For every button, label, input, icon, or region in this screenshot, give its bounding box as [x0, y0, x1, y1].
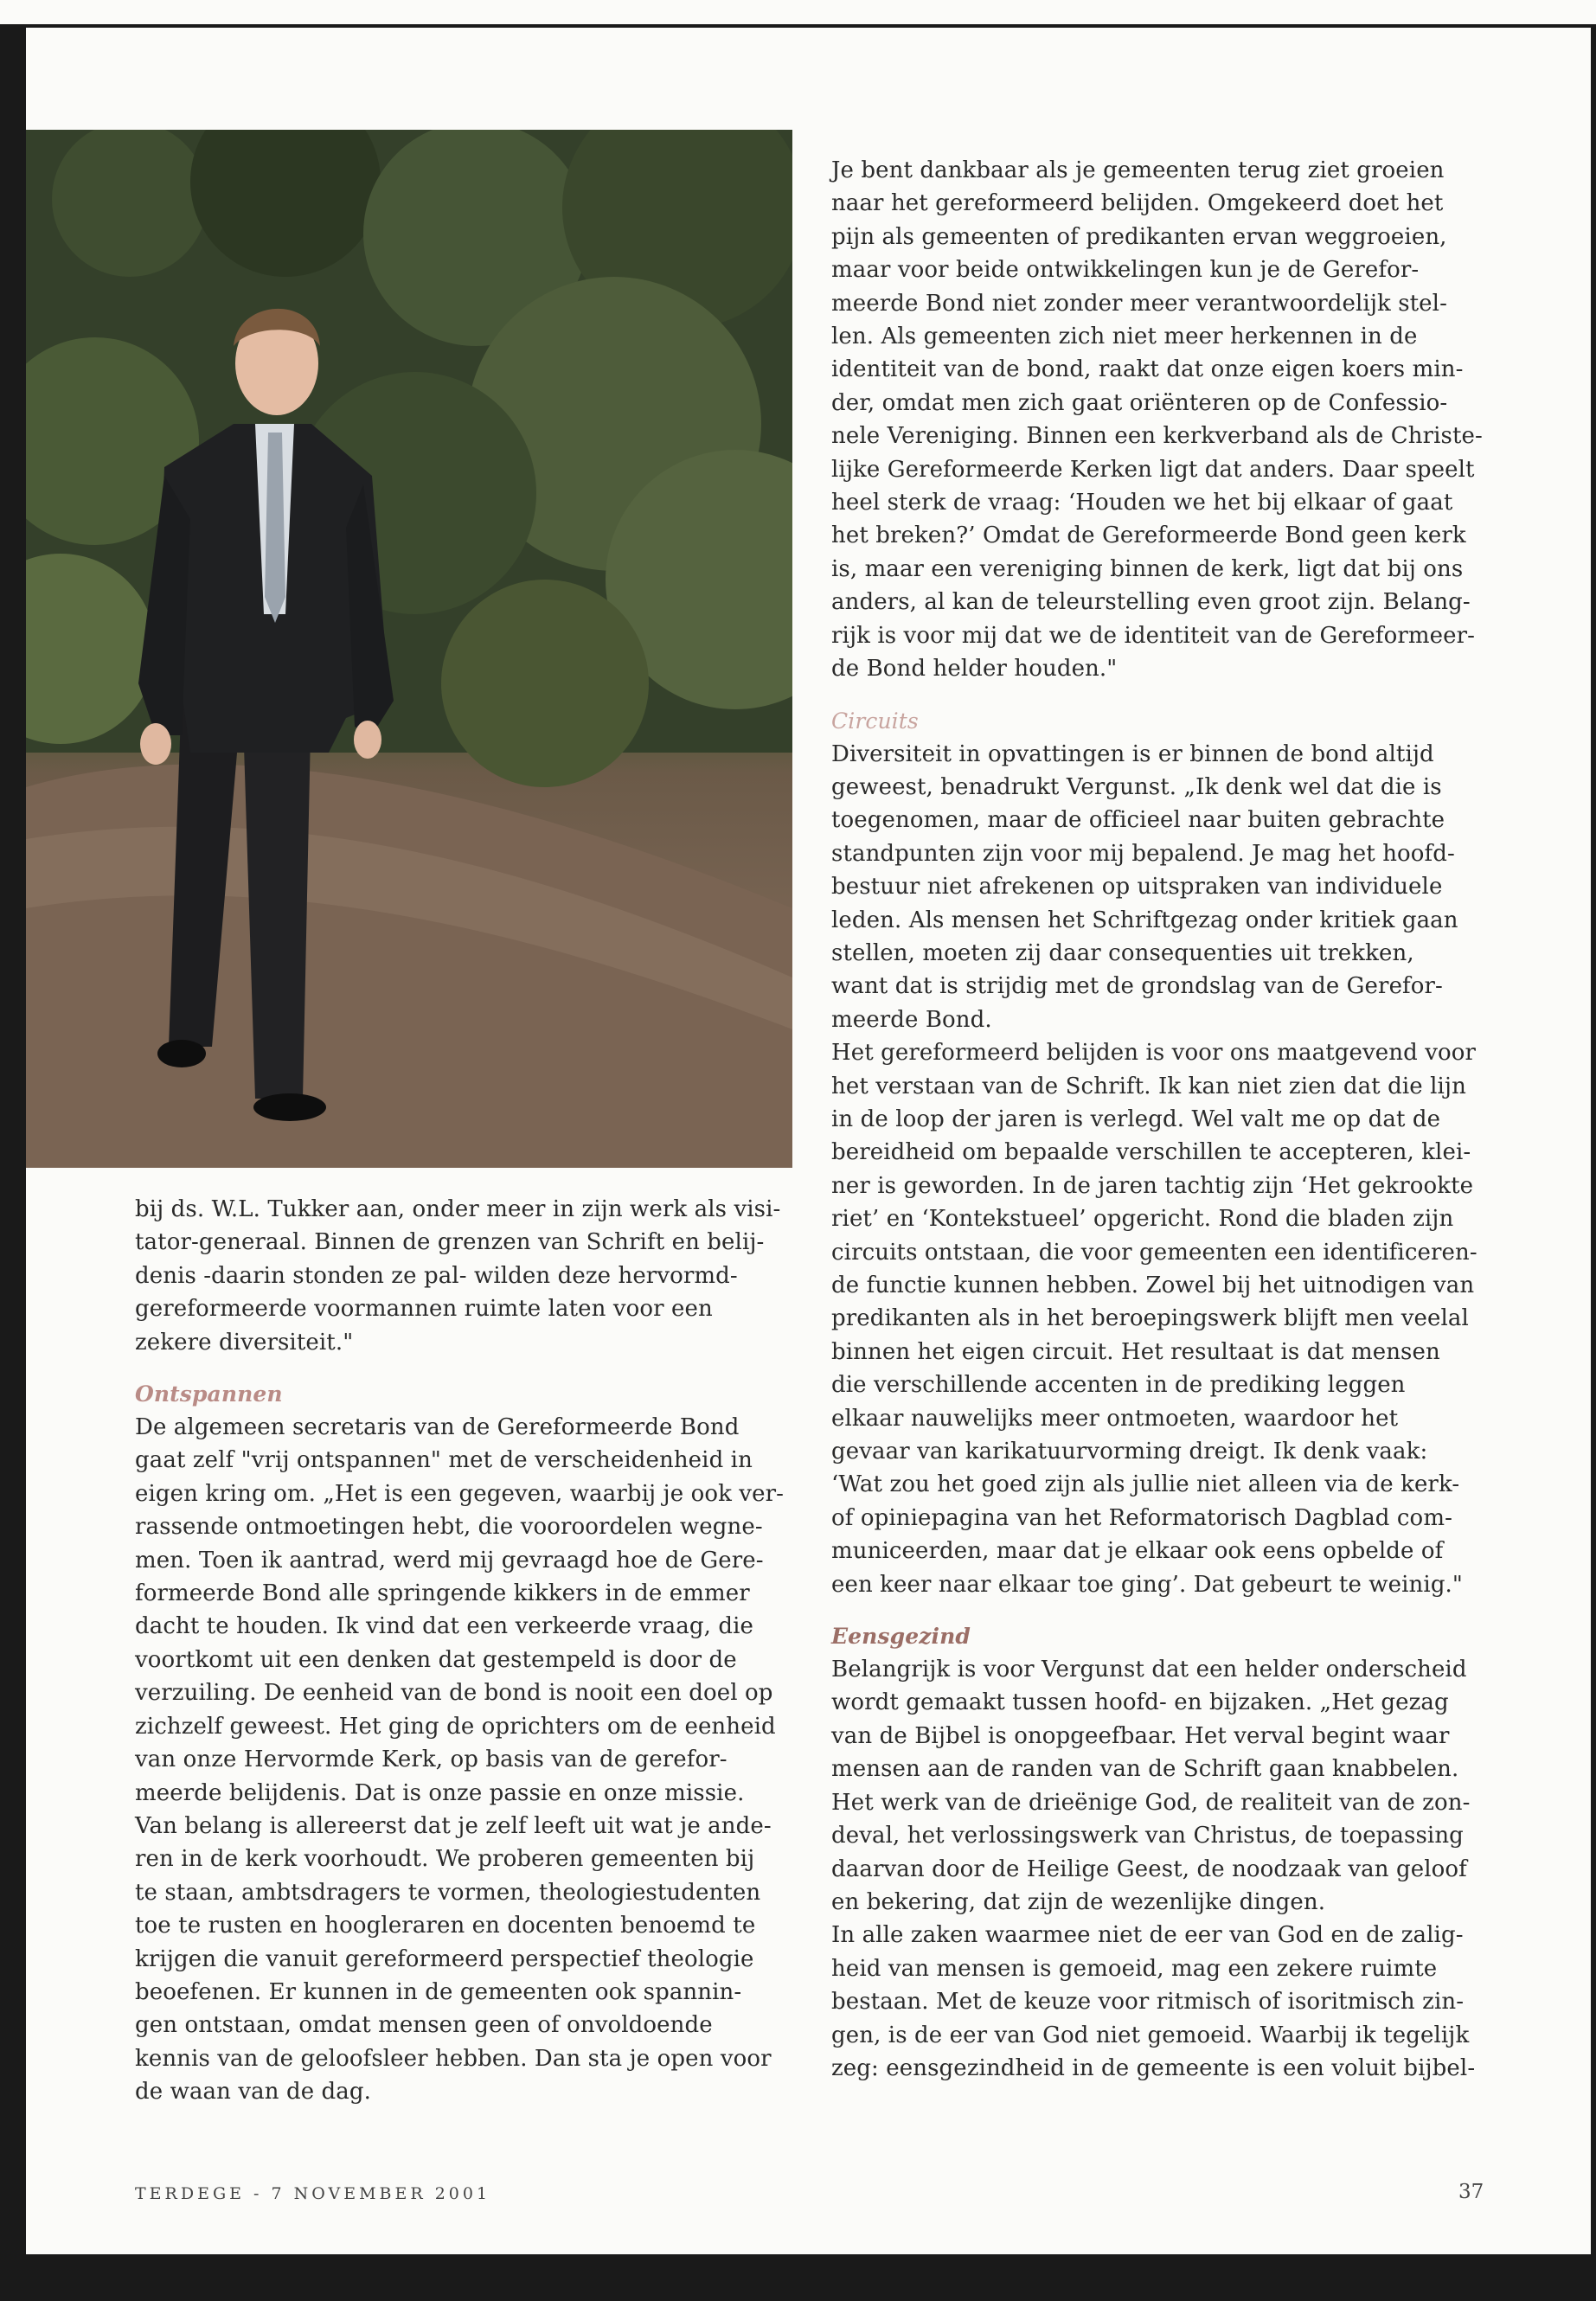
section-heading-circuits: Circuits	[831, 708, 919, 734]
text-line: want dat is strijdig met de grondslag van de Gerefor-	[831, 973, 1443, 1000]
text-line: zichzelf geweest. Het ging de oprichters om de eenheid	[135, 1713, 776, 1740]
text-line: rassende ontmoetingen hebt, die vooroordelen wegne-	[135, 1514, 763, 1541]
text-line: te staan, ambtsdragers te vormen, theologiestudenten	[135, 1879, 761, 1906]
text-line: ‘Wat zou het goed zijn als jullie niet alleen via de kerk-	[831, 1471, 1460, 1498]
text-line: elkaar nauwelijks meer ontmoeten, waardoor het	[831, 1405, 1399, 1432]
text-line: de waan van de dag.	[135, 2079, 372, 2106]
text-line: zeg: eensgezindheid in de gemeente is een voluit bijbel-	[831, 2054, 1476, 2081]
text-line: gen, is de eer van God niet gemoeid. Waarbij ik tegelijk	[831, 2022, 1470, 2048]
text-line: van de Bijbel is onopgeefbaar. Het verval begint waar	[831, 1722, 1450, 1749]
portrait-photo	[26, 130, 792, 1168]
ontspannen-paragraph	[135, 1411, 818, 2109]
eensgezind-paragraph-1	[831, 1653, 1523, 1919]
section-heading-eensgezind: Eensgezind	[831, 1624, 971, 1650]
text-line: men. Toen ik aantrad, werd mij gevraagd hoe de Gere-	[135, 1547, 764, 1574]
text-line: heel sterk de vraag: ‘Houden we het bij elkaar of gaat	[831, 490, 1453, 516]
text-line: leden. Als mensen het Schriftgezag onder kritiek gaan	[831, 907, 1458, 933]
circuits-paragraph-1	[831, 738, 1523, 1037]
text-line: maar voor beide ontwikkelingen kun je de Gerefor-	[831, 257, 1420, 284]
text-line: toe te rusten en hoogleraren en docenten benoemd te	[135, 1913, 756, 1939]
left-column	[135, 1193, 818, 2109]
text-line: of opiniepagina van het Reformatorisch Dagblad com-	[831, 1504, 1452, 1531]
text-line: meerde Bond.	[831, 1006, 992, 1033]
text-line: zekere diversiteit."	[135, 1329, 354, 1356]
text-line: binnen het eigen circuit. Het resultaat is dat mensen	[831, 1338, 1440, 1365]
text-line: gaat zelf "vrij ontspannen" met de verscheidenheid in	[135, 1447, 753, 1474]
text-line: bestaan. Met de keuze voor ritmisch of isoritmisch zin-	[831, 1989, 1465, 2016]
text-line: is, maar een vereniging binnen de kerk, ligt dat bij ons	[831, 555, 1464, 582]
text-line: krijgen die vanuit gereformeerd perspectief theologie	[135, 1945, 754, 1972]
text-line: de functie kunnen hebben. Zowel bij het uitnodigen van	[831, 1272, 1475, 1298]
text-line: bij ds. W.L. Tukker aan, onder meer in zijn werk als visi-	[135, 1196, 781, 1222]
text-line: pijn als gemeenten of predikanten ervan weggroeien,	[831, 223, 1447, 250]
text-line: stellen, moeten zij daar consequenties uit trekken,	[831, 939, 1414, 966]
text-line: Diversiteit in opvattingen is er binnen de bond altijd	[831, 740, 1434, 767]
text-line: len. Als gemeenten zich niet meer herkennen in de	[831, 324, 1418, 350]
text-line: een keer naar elkaar toe ging’. Dat gebeurt te weinig."	[831, 1571, 1463, 1598]
text-line: identiteit van de bond, raakt dat onze eigen koers min-	[831, 356, 1464, 383]
text-line: gevaar van karikatuurvorming dreigt. Ik denk vaak:	[831, 1439, 1428, 1465]
text-line: lijke Gereformeerde Kerken ligt dat anders. Daar speelt	[831, 456, 1475, 483]
magazine-page	[26, 28, 1591, 2254]
text-line: kennis van de geloofsleer hebben. Dan sta je open voor	[135, 2045, 772, 2072]
text-line: meerde Bond niet zonder meer verantwoordelijk stel-	[831, 290, 1447, 317]
text-line: gen ontstaan, omdat mensen geen of onvoldoende	[135, 2012, 713, 2039]
text-line: circuits ontstaan, die voor gemeenten een identificeren-	[831, 1239, 1477, 1266]
text-line: standpunten zijn voor mij bepalend. Je mag het hoofd-	[831, 840, 1455, 867]
text-line: gereformeerde voormannen ruimte laten voor een	[135, 1296, 713, 1323]
text-line: municeerden, maar dat je elkaar ook eens opbelde of	[831, 1538, 1444, 1565]
text-line: bereidheid om bepaalde verschillen te accepteren, klei-	[831, 1139, 1471, 1166]
text-line: Van belang is allereerst dat je zelf leeft uit wat je ande-	[135, 1812, 772, 1839]
text-line: die verschillende accenten in de prediking leggen	[831, 1372, 1406, 1399]
text-line: riet’ en ‘Kontekstueel’ opgericht. Rond die bladen zijn	[831, 1206, 1454, 1233]
text-line: en bekering, dat zijn de wezenlijke dingen.	[831, 1888, 1326, 1915]
text-line: der, omdat men zich gaat oriënteren op de Confessio-	[831, 389, 1448, 416]
text-line: predikanten als in het beroepingswerk blijft men veelal	[831, 1305, 1469, 1332]
text-line: mensen aan de randen van de Schrift gaan knabbelen.	[831, 1756, 1459, 1783]
text-line: Het gereformeerd belijden is voor ons maatgevend voor	[831, 1040, 1477, 1067]
text-line: beoefenen. Er kunnen in de gemeenten ook spannin-	[135, 1978, 742, 2005]
text-line: ren in de kerk voorhoudt. We proberen gemeenten bij	[135, 1846, 755, 1873]
text-line: Je bent dankbaar als je gemeenten terug ziet groeien	[831, 157, 1445, 183]
circuits-paragraph-2	[831, 1036, 1523, 1601]
text-line: dacht te houden. Ik vind dat een verkeerde vraag, die	[135, 1613, 753, 1640]
text-line: wordt gemaakt tussen hoofd- en bijzaken. „Het gezag	[831, 1689, 1449, 1716]
text-line: voortkomt uit een denken dat gestempeld is door de	[135, 1646, 737, 1673]
text-line: anders, al kan de teleurstelling even groot zijn. Belang-	[831, 589, 1471, 616]
text-line: tator-generaal. Binnen de grenzen van Schrift en belij-	[135, 1229, 765, 1256]
text-line: Het werk van de drieënige God, de realiteit van de zon-	[831, 1789, 1471, 1816]
scan-border-right	[1591, 24, 1596, 2273]
text-line: In alle zaken waarmee niet de eer van God en de zalig-	[831, 1922, 1464, 1949]
scan-border-bottom	[0, 2254, 1596, 2301]
footer-publication: TERDEGE - 7 NOVEMBER 2001	[135, 2184, 491, 2203]
text-line: Belangrijk is voor Vergunst dat een helder onderscheid	[831, 1657, 1467, 1683]
right-column	[831, 154, 1523, 2085]
section-heading-ontspannen: Ontspannen	[135, 1381, 283, 1407]
text-line: naar het gereformeerd belijden. Omgekeerd doet het	[831, 190, 1444, 217]
right-intro-paragraph	[831, 154, 1523, 686]
photo-illustration	[26, 130, 792, 1168]
left-intro-paragraph	[135, 1193, 818, 1359]
text-line: bestuur niet afrekenen op uitspraken van individuele	[831, 874, 1443, 901]
text-line: geweest, benadrukt Vergunst. „Ik denk wel dat die is	[831, 773, 1442, 800]
text-line: deval, het verlossingswerk van Christus, de toepassing	[831, 1823, 1464, 1849]
text-line: het verstaan van de Schrift. Ik kan niet zien dat die lijn	[831, 1073, 1466, 1099]
text-line: nele Vereniging. Binnen een kerkverband als de Christe-	[831, 423, 1483, 450]
text-line: formeerde Bond alle springende kikkers in de emmer	[135, 1580, 750, 1607]
text-line: meerde belijdenis. Dat is onze passie en onze missie.	[135, 1779, 745, 1806]
text-line: het breken?’ Omdat de Gereformeerde Bond geen kerk	[831, 522, 1466, 549]
text-line: De algemeen secretaris van de Gereformeerde Bond	[135, 1414, 740, 1441]
text-line: rijk is voor mij dat we de identiteit van de Gereformeer-	[831, 622, 1476, 649]
text-line: de Bond helder houden."	[831, 656, 1118, 683]
text-line: heid van mensen is gemoeid, mag een zekere ruimte	[831, 1955, 1438, 1982]
text-line: daarvan door de Heilige Geest, de noodzaak van geloof	[831, 1856, 1467, 1882]
text-line: verzuiling. De eenheid van de bond is nooit een doel op	[135, 1680, 773, 1707]
text-line: in de loop der jaren is verlegd. Wel valt me op dat de	[831, 1106, 1441, 1132]
eensgezind-paragraph-2	[831, 1919, 1523, 2085]
text-line: ner is geworden. In de jaren tachtig zijn ‘Het gekrookte	[831, 1172, 1474, 1199]
text-line: toegenomen, maar de officieel naar buiten gebrachte	[831, 807, 1445, 834]
text-line: van onze Hervormde Kerk, op basis van de gerefor-	[135, 1747, 727, 1773]
text-line: denis -daarin stonden ze pal- wilden deze hervormd-	[135, 1262, 738, 1289]
scan-border-left	[0, 24, 26, 2273]
text-line: eigen kring om. „Het is een gegeven, waarbij je ook ver-	[135, 1480, 784, 1507]
footer-page-number: 37	[1458, 2181, 1484, 2203]
